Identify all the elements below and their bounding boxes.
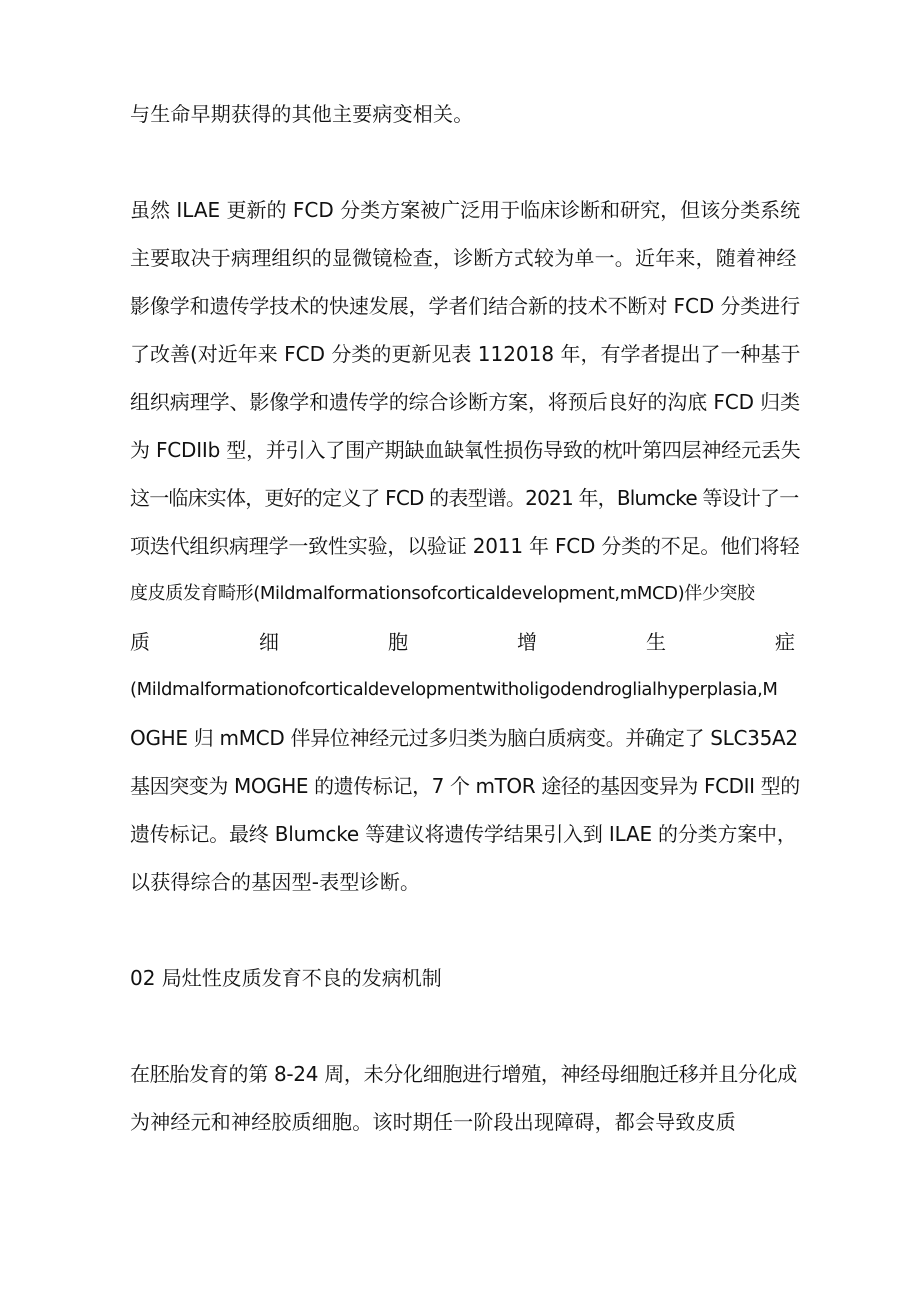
paragraph-2-line-1: 虽然 ILAE 更新的 FCD 分类方案被广泛用于临床诊断和研究，但该分类系统: [130, 198, 801, 222]
justified-word: 生: [646, 630, 666, 654]
justified-word: 症: [775, 630, 795, 654]
paragraph-2-line-2: 主要取决于病理组织的显微镜检查，诊断方式较为单一。近年来，随着神经: [130, 246, 797, 270]
paragraph-2-line-5: 组织病理学、影像学和遗传学的综合诊断方案，将预后良好的沟底 FCD 归类: [130, 390, 800, 414]
justified-word: 胞: [388, 630, 408, 654]
paragraph-2-line-4: 了改善(对近年来 FCD 分类的更新见表 112018 年，有学者提出了一种基于: [130, 342, 801, 366]
paragraph-2-line-7: 这一临床实体，更好的定义了 FCD 的表型谱。2021 年，Blumcke 等设计了一: [130, 486, 799, 510]
paragraph-3-line-1: 在胚胎发育的第 8-24 周，未分化细胞进行增殖，神经母细胞迁移并且分化成: [130, 1062, 798, 1086]
section-heading: 02 局灶性皮质发育不良的发病机制: [130, 966, 442, 990]
paragraph-2-line-12: OGHE 归 mMCD 伴异位神经元过多归类为脑白质病变。并确定了 SLC35A2: [130, 726, 798, 750]
paragraph-2-line-9: 度皮质发育畸形(Mildmalformationsofcorticaldevelopment,mMCD)伴少突胶: [130, 583, 755, 604]
paragraph-2-line-8: 项迭代组织病理学一致性实验，以验证 2011 年 FCD 分类的不足。他们将轻: [130, 534, 800, 558]
paragraph-2-line-14: 遗传标记。最终 Blumcke 等建议将遗传学结果引入到 ILAE 的分类方案中，: [130, 822, 797, 846]
justified-word: 增: [517, 630, 537, 654]
paragraph-2-line-3: 影像学和遗传学技术的快速发展，学者们结合新的技术不断对 FCD 分类进行: [130, 294, 800, 318]
paragraph-2-line-13: 基因突变为 MOGHE 的遗传标记，7 个 mTOR 途径的基因变异为 FCDII 型的: [130, 774, 800, 798]
paragraph-2-line-15: 以获得综合的基因型-表型诊断。: [130, 870, 421, 894]
paragraph-3-line-2: 为神经元和神经胶质细胞。该时期任一阶段出现障碍，都会导致皮质: [130, 1110, 736, 1134]
paragraph-2-line-11: (Mildmalformationofcorticaldevelopmentwitholigodendroglialhyperplasia,M: [130, 679, 778, 700]
paragraph-2-justified-line: [130, 628, 795, 656]
paragraph-2-line-6: 为 FCDIIb 型，并引入了围产期缺血缺氧性损伤导致的枕叶第四层神经元丢失: [130, 438, 801, 462]
justified-word: 质: [130, 630, 150, 654]
paragraph-1-line-1: 与生命早期获得的其他主要病变相关。: [130, 102, 474, 126]
justified-word: 细: [259, 630, 279, 654]
